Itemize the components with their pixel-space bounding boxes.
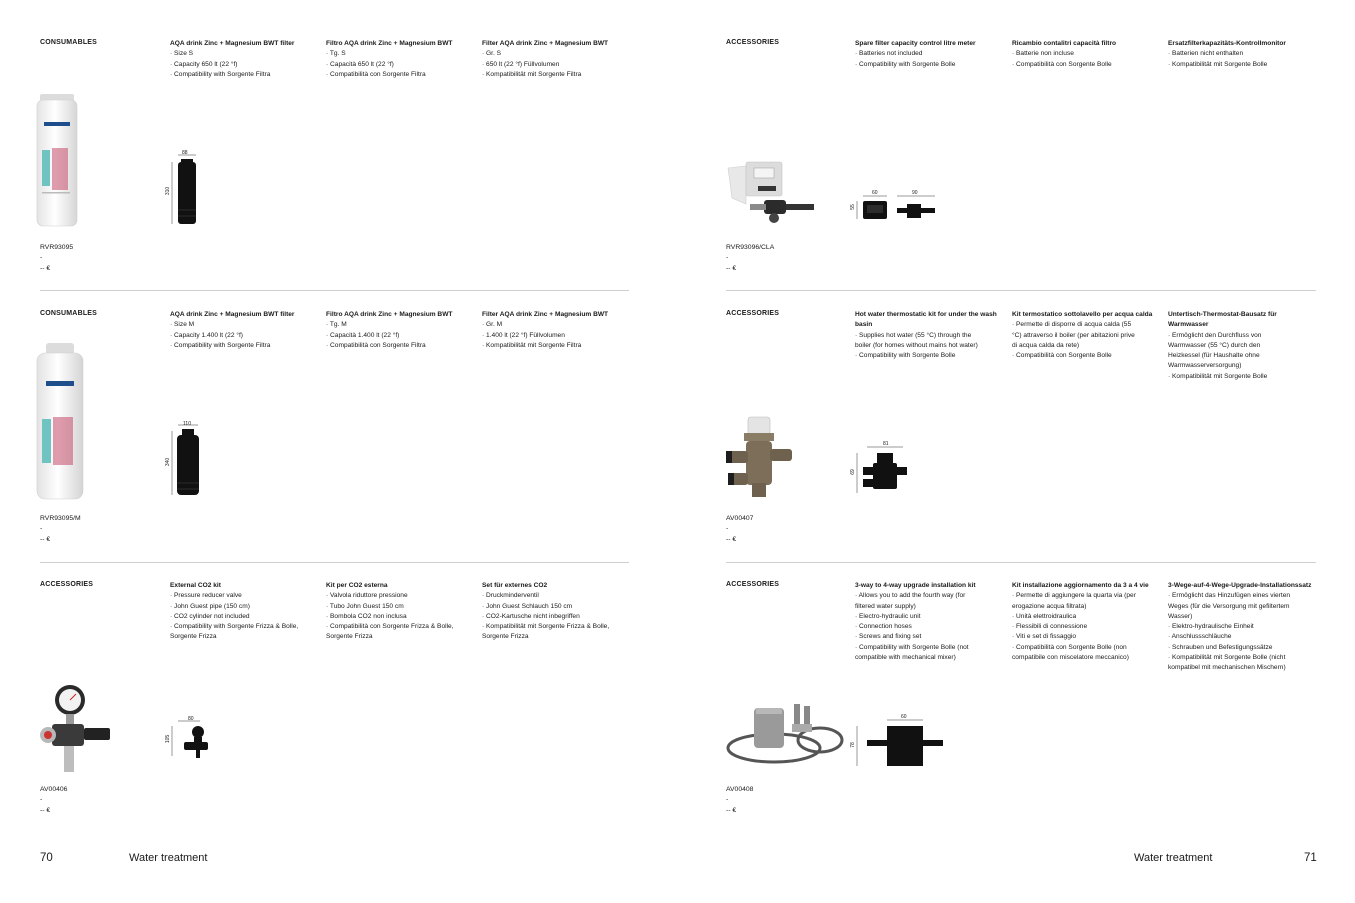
dimension-height: 78 bbox=[849, 742, 856, 748]
title-en: AQA drink Zinc + Magnesium BWT filter bbox=[170, 311, 295, 318]
title-de: Filter AQA drink Zinc + Magnesium BWT bbox=[482, 40, 609, 47]
title-it: Ricambio contalitri capacità filtro bbox=[1012, 40, 1117, 47]
price: -- € bbox=[40, 264, 51, 272]
page-number: 70 bbox=[40, 852, 53, 864]
spec-line: kompatibel mit mechanischen Mischern) bbox=[1168, 664, 1286, 672]
description-de bbox=[482, 581, 632, 643]
code-dash: - bbox=[40, 525, 43, 533]
spec-line: · Compatibility with Sorgente Bolle bbox=[855, 60, 956, 68]
spec-line: · Permette di aggiungere la quarta via (per bbox=[1012, 592, 1136, 600]
title-it: Filtro AQA drink Zinc + Magnesium BWT bbox=[326, 311, 453, 318]
product-rvr93095-m bbox=[0, 271, 677, 542]
spec-line: · John Guest Schlauch 150 cm bbox=[482, 602, 573, 610]
dimension-height: 105 bbox=[165, 734, 172, 744]
category-label: ACCESSORIES bbox=[726, 581, 780, 588]
spec-line: · Gr. S bbox=[482, 50, 502, 58]
category-label: CONSUMABLES bbox=[40, 310, 98, 317]
title-en: AQA drink Zinc + Magnesium BWT filter bbox=[170, 40, 295, 47]
litre-meter-photo bbox=[724, 158, 818, 232]
valve-silhouette-icon bbox=[853, 443, 913, 497]
regulator-silhouette-icon bbox=[168, 718, 210, 760]
spec-line: Sorgente Frizza bbox=[326, 633, 373, 641]
spec-line: · Kompatibilität mit Sorgente Bolle bbox=[1168, 60, 1268, 68]
spec-line: · Capacità 650 lt (22 °f) bbox=[326, 60, 394, 68]
title-en: External CO2 kit bbox=[170, 582, 221, 589]
spec-line: · Compatibility with Sorgente Filtra bbox=[170, 341, 271, 349]
spec-line: · Kompatibilität mit Sorgente Filtra bbox=[482, 70, 582, 78]
page-number: 71 bbox=[1304, 852, 1317, 864]
spec-line: · Connection hoses bbox=[855, 623, 912, 631]
description-de bbox=[1168, 39, 1318, 70]
dimension-width: 80 bbox=[188, 716, 194, 722]
title-de: Untertisch-Thermostat-Bausatz für Warmwasser bbox=[1168, 311, 1277, 329]
product-code-block bbox=[40, 243, 73, 274]
filter-cartridge-photo bbox=[32, 341, 88, 503]
spec-line: · Screws and fixing set bbox=[855, 633, 922, 641]
dimension-width: 110 bbox=[183, 421, 191, 427]
title-it: Filtro AQA drink Zinc + Magnesium BWT bbox=[326, 40, 453, 47]
spec-line: compatible with mechanical mixer) bbox=[855, 654, 956, 662]
product-code: RVR93095/M bbox=[40, 515, 81, 522]
code-dash: - bbox=[40, 254, 43, 262]
spec-line: · Compatibilità con Sorgente Filtra bbox=[326, 341, 426, 349]
spec-line: · Capacity 1.400 lt (22 °f) bbox=[170, 331, 244, 339]
code-dash: - bbox=[40, 796, 43, 804]
description-it bbox=[1012, 39, 1162, 70]
spec-line: · Compatibility with Sorgente Bolle bbox=[855, 352, 956, 360]
spec-line: Sorgente Frizza bbox=[482, 633, 529, 641]
description-en bbox=[855, 310, 1005, 361]
title-it: Kit installazione aggiornamento da 3 a 4 vie bbox=[1012, 582, 1149, 589]
spec-line: · Kompatibilität mit Sorgente Frizza & Bolle, bbox=[482, 623, 610, 631]
left-page bbox=[0, 0, 677, 903]
spec-line: · Ermöglicht das Hinzufügen eines vierten bbox=[1168, 592, 1291, 600]
spec-line: Wasser) bbox=[1168, 612, 1193, 620]
spec-line: · Size S bbox=[170, 50, 194, 58]
dimension-width: 88 bbox=[182, 150, 188, 156]
spec-line: · Compatibility with Sorgente Bolle (not bbox=[855, 643, 969, 651]
product-code-block bbox=[726, 243, 774, 274]
dimension-drawing bbox=[165, 421, 208, 504]
title-de: Set für externes CO2 bbox=[482, 582, 548, 589]
upgrade-kit-photo bbox=[724, 702, 846, 770]
product-code: AV00406 bbox=[40, 786, 68, 793]
spec-line: Warmwasserversorgung) bbox=[1168, 362, 1242, 370]
spec-line: · Capacity 650 lt (22 °f) bbox=[170, 60, 238, 68]
description-de bbox=[1168, 310, 1318, 382]
spec-line: · Pressure reducer valve bbox=[170, 592, 242, 600]
spec-line: · Kompatibilität mit Sorgente Filtra bbox=[482, 341, 582, 349]
title-en: Hot water thermostatic kit for under the wash basin bbox=[855, 311, 997, 329]
dimension-drawing bbox=[849, 441, 913, 502]
description-it bbox=[326, 39, 476, 80]
description-en bbox=[170, 581, 320, 643]
spec-line: °C) attraverso il boiler (per abitazioni prive bbox=[1012, 331, 1135, 339]
spec-line: erogazione acqua filtrata) bbox=[1012, 602, 1087, 610]
litre-meter-silhouette-icon bbox=[853, 192, 949, 222]
spec-line: · Permette di disporre di acqua calda (55 bbox=[1012, 321, 1132, 329]
spec-line: Heizkessel (für Haushalte ohne bbox=[1168, 352, 1260, 360]
description-it bbox=[326, 581, 476, 643]
spec-line: Sorgente Frizza bbox=[170, 633, 217, 641]
spec-line: · Bombola CO2 non inclusa bbox=[326, 612, 407, 620]
title-de: Filter AQA drink Zinc + Magnesium BWT bbox=[482, 311, 609, 318]
description-en bbox=[855, 39, 1005, 70]
spec-line: · Allows you to add the fourth way (for bbox=[855, 592, 966, 600]
thermostatic-valve-photo bbox=[724, 413, 798, 501]
description-de bbox=[482, 310, 632, 351]
spec-line: filtered water supply) bbox=[855, 602, 916, 610]
title-en: Spare filter capacity control litre meter bbox=[855, 40, 976, 47]
spec-line: · Batterien nicht enthalten bbox=[1168, 50, 1244, 58]
spec-line: · Supplies hot water (55 °C) through the bbox=[855, 331, 972, 339]
dimension-drawing bbox=[165, 150, 208, 235]
price: -- € bbox=[40, 806, 51, 814]
spec-line: · Druckminderventil bbox=[482, 592, 539, 600]
description-it bbox=[326, 310, 476, 351]
spec-line: · Compatibilità con Sorgente Bolle (non bbox=[1012, 643, 1127, 651]
dimension-width: 81 bbox=[883, 441, 889, 447]
dimension-width: 60 bbox=[872, 190, 878, 196]
spec-line: · Flessibili di connessione bbox=[1012, 623, 1088, 631]
price: -- € bbox=[726, 264, 737, 272]
spec-line: · Unità elettroidraulica bbox=[1012, 612, 1077, 620]
spec-line: · Valvola riduttore pressione bbox=[326, 592, 408, 600]
description-de bbox=[1168, 581, 1318, 674]
dimension-height: 69 bbox=[849, 469, 856, 475]
title-it: Kit termostatico sottolavello per acqua calda bbox=[1012, 311, 1153, 318]
description-it bbox=[1012, 581, 1162, 663]
spec-line: · Compatibility with Sorgente Frizza & Bolle, bbox=[170, 623, 299, 631]
category-label: CONSUMABLES bbox=[40, 39, 98, 46]
spec-line: · Compatibilità con Sorgente Filtra bbox=[326, 70, 426, 78]
category-label: ACCESSORIES bbox=[726, 39, 780, 46]
title-en: 3-way to 4-way upgrade installation kit bbox=[855, 582, 976, 589]
right-page bbox=[677, 0, 1355, 903]
spec-line: compatibile con miscelatore meccanico) bbox=[1012, 654, 1129, 662]
upgrade-kit-silhouette-icon bbox=[853, 716, 949, 770]
product-code-block bbox=[40, 785, 67, 816]
spec-line: di acqua calda da rete) bbox=[1012, 341, 1080, 349]
spec-line: · Compatibilità con Sorgente Bolle bbox=[1012, 60, 1112, 68]
spec-line: · Elektro-hydraulische Einheit bbox=[1168, 623, 1254, 631]
description-en bbox=[855, 581, 1005, 663]
price: -- € bbox=[40, 535, 51, 543]
dimension-height: 310 bbox=[165, 186, 172, 196]
spec-line: · Tubo John Guest 150 cm bbox=[326, 602, 404, 610]
dimension-drawing bbox=[165, 716, 210, 765]
category-label: ACCESSORIES bbox=[726, 310, 780, 317]
description-de bbox=[482, 39, 632, 80]
product-code-block bbox=[726, 785, 753, 816]
price: -- € bbox=[726, 806, 737, 814]
spec-line: · Tg. M bbox=[326, 321, 347, 329]
code-dash: - bbox=[726, 796, 729, 804]
product-code: RVR93095 bbox=[40, 244, 74, 251]
title-it: Kit per CO2 esterna bbox=[326, 582, 388, 589]
spec-line: · 1.400 lt (22 °f) Füllvolumen bbox=[482, 331, 565, 339]
dimension-height: 340 bbox=[165, 457, 172, 467]
spec-line: · Schrauben und Befestigungssätze bbox=[1168, 643, 1273, 651]
co2-regulator-photo bbox=[34, 682, 116, 778]
section-title: Water treatment bbox=[1134, 852, 1213, 864]
filter-cartridge-photo bbox=[32, 92, 82, 230]
title-de: 3-Wege-auf-4-Wege-Upgrade-Installationssatz bbox=[1168, 582, 1312, 589]
spec-line: · Compatibilità con Sorgente Frizza & Bolle, bbox=[326, 623, 454, 631]
dimension-width-2: 90 bbox=[912, 190, 918, 196]
price: -- € bbox=[726, 535, 737, 543]
spec-line: · John Guest pipe (150 cm) bbox=[170, 602, 250, 610]
dimension-drawing bbox=[849, 190, 949, 227]
filter-silhouette-icon bbox=[168, 421, 208, 499]
dimension-drawing bbox=[849, 714, 949, 775]
spec-line: · Tg. S bbox=[326, 50, 346, 58]
product-av00406 bbox=[0, 542, 677, 813]
spec-line: · CO2 cylinder not included bbox=[170, 612, 250, 620]
spec-line: · CO2-Kartusche nicht inbegriffen bbox=[482, 612, 580, 620]
spec-line: · Kompatibilität mit Sorgente Bolle bbox=[1168, 372, 1268, 380]
spec-line: · Electro-hydraulic unit bbox=[855, 612, 921, 620]
spec-line: Weges (für die Versorgung mit gefiltertem bbox=[1168, 602, 1290, 610]
dimension-height: 55 bbox=[849, 204, 856, 210]
product-av00408 bbox=[677, 542, 1355, 813]
spec-line: · Compatibility with Sorgente Filtra bbox=[170, 70, 271, 78]
category-label: ACCESSORIES bbox=[40, 581, 94, 588]
filter-silhouette-icon bbox=[168, 150, 208, 230]
spec-line: Warmwasser (55 °C) durch den bbox=[1168, 341, 1261, 349]
product-code-block bbox=[726, 514, 753, 545]
spec-line: · Size M bbox=[170, 321, 195, 329]
spec-line: · Kompatibilität mit Sorgente Bolle (nicht bbox=[1168, 654, 1286, 662]
description-en bbox=[170, 310, 320, 351]
spec-line: · 650 lt (22 °f) Füllvolumen bbox=[482, 60, 560, 68]
spec-line: · Gr. M bbox=[482, 321, 503, 329]
title-de: Ersatzfilterkapazitäts-Kontrollmonitor bbox=[1168, 40, 1286, 47]
description-it bbox=[1012, 310, 1162, 361]
product-code: AV00408 bbox=[726, 786, 754, 793]
spec-line: · Viti e set di fissaggio bbox=[1012, 633, 1077, 641]
code-dash: - bbox=[726, 254, 729, 262]
product-code: RVR93096/CLA bbox=[726, 244, 775, 251]
spec-line: · Batteries not included bbox=[855, 50, 923, 58]
section-title: Water treatment bbox=[129, 852, 208, 864]
spec-line: boiler (for homes without mains hot water) bbox=[855, 341, 978, 349]
spec-line: · Batterie non incluse bbox=[1012, 50, 1074, 58]
code-dash: - bbox=[726, 525, 729, 533]
spec-line: · Capacità 1.400 lt (22 °f) bbox=[326, 331, 400, 339]
spec-line: · Compatibilità con Sorgente Bolle bbox=[1012, 352, 1112, 360]
description-en bbox=[170, 39, 320, 80]
product-rvr93095 bbox=[0, 0, 677, 271]
product-code-block bbox=[40, 514, 81, 545]
product-av00407 bbox=[677, 271, 1355, 542]
dimension-width: 60 bbox=[901, 714, 907, 720]
spec-line: · Anschlussschläuche bbox=[1168, 633, 1232, 641]
spec-line: · Ermöglicht den Durchfluss von bbox=[1168, 331, 1262, 339]
product-code: AV00407 bbox=[726, 515, 754, 522]
product-rvr93096-cla bbox=[677, 0, 1355, 271]
